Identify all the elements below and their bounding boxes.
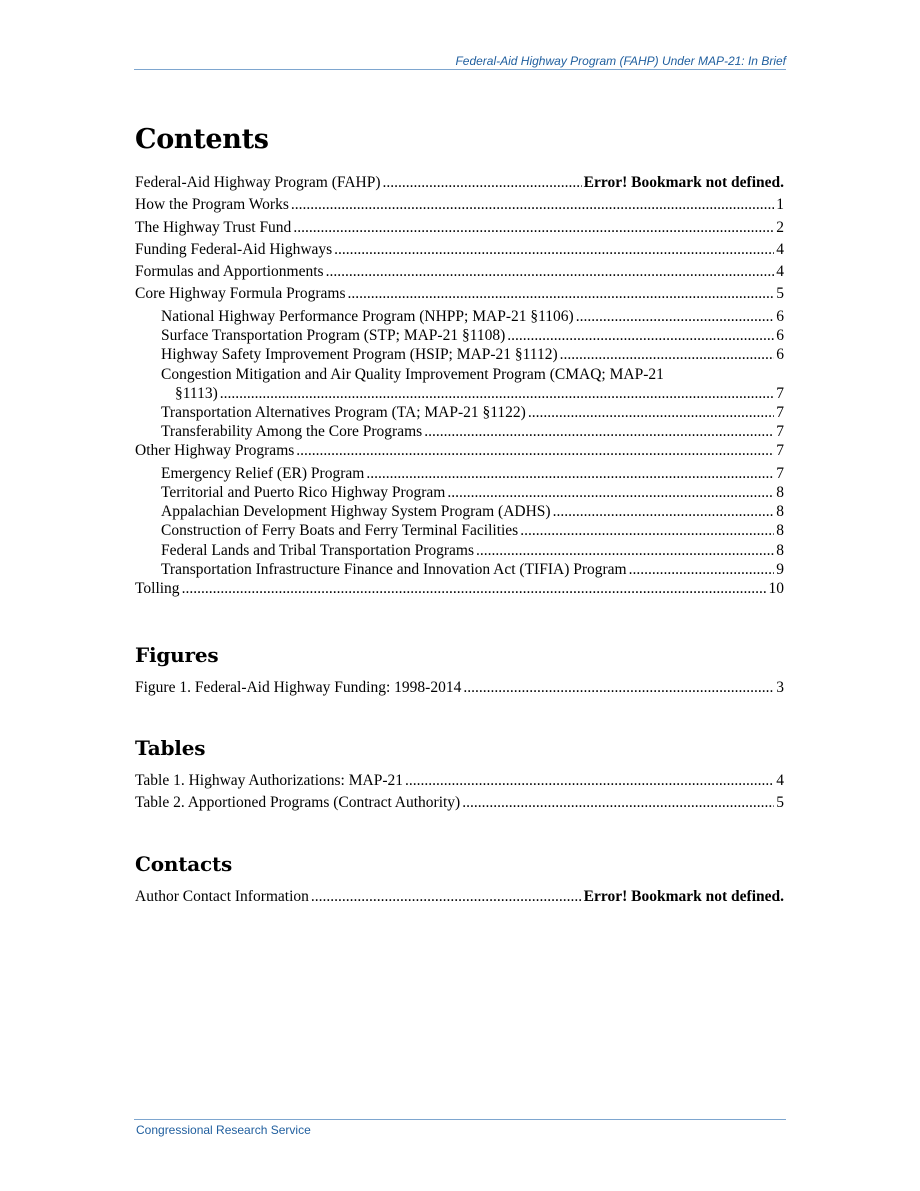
contents-toc: [135, 173, 784, 602]
toc-entry-page: 7: [776, 422, 784, 440]
toc-leader: [560, 345, 775, 364]
toc-entry[interactable]: [135, 218, 784, 240]
toc-leader: [326, 262, 775, 281]
toc-entry-label: Federal-Aid Highway Program (FAHP): [135, 174, 381, 191]
toc-subentry[interactable]: [135, 326, 784, 345]
toc-entry-page: 7: [776, 403, 784, 421]
footer-org: Congressional Research Service: [136, 1123, 311, 1137]
toc-leader: [348, 284, 775, 303]
toc-entry-label: National Highway Performance Program (NHPP; MAP-21 §1106): [161, 307, 574, 325]
toc-entry[interactable]: [135, 173, 784, 195]
toc-leader: [405, 771, 774, 790]
toc-entry-page: Error! Bookmark not defined.: [583, 888, 784, 905]
toc-entry-page: 9: [776, 561, 784, 579]
contacts-heading: Contacts: [135, 852, 233, 876]
figure-entry[interactable]: [135, 678, 784, 700]
toc-leader: [220, 384, 774, 403]
toc-leader: [291, 195, 774, 214]
tables-heading: Tables: [135, 736, 206, 760]
toc-entry-label: How the Program Works: [135, 196, 289, 214]
toc-entry-page: 3: [776, 679, 784, 696]
toc-entry-label: Table 1. Highway Authorizations: MAP-21: [135, 772, 403, 789]
toc-entry-label: Tolling: [135, 580, 180, 598]
toc-leader: [296, 441, 774, 460]
toc-leader: [383, 173, 582, 192]
toc-entry-page: 5: [776, 794, 784, 812]
toc-entry-page: 7: [776, 464, 784, 482]
toc-subentry[interactable]: [135, 403, 784, 422]
toc-entry-page: 6: [776, 346, 784, 364]
toc-leader: [476, 541, 774, 560]
toc-subentry[interactable]: [135, 345, 784, 364]
toc-leader: [629, 560, 775, 579]
toc-entry-label: Surface Transportation Program (STP; MAP-21 §1108): [161, 327, 506, 345]
toc-leader: [463, 678, 774, 697]
toc-subentry[interactable]: [135, 464, 784, 483]
toc-leader: [507, 326, 774, 345]
table-entry[interactable]: [135, 771, 784, 793]
toc-subentry[interactable]: [135, 560, 784, 579]
toc-entry-label: Table 2. Apportioned Programs (Contract Authority): [135, 794, 461, 812]
toc-subentry[interactable]: [135, 521, 784, 540]
toc-entry-label: Other Highway Programs: [135, 442, 295, 460]
toc-entry-page: 2: [776, 218, 784, 236]
toc-entry-page: 10: [768, 580, 784, 598]
toc-entry-label: Territorial and Puerto Rico Highway Program: [161, 483, 446, 501]
toc-entry[interactable]: [135, 240, 784, 262]
toc-leader: [447, 483, 774, 502]
figures-heading: Figures: [135, 643, 219, 667]
toc-entry-page: 1: [776, 196, 784, 214]
header-rule: [134, 69, 786, 70]
toc-entry-page: 4: [776, 240, 784, 258]
toc-entry-page: 4: [776, 772, 784, 789]
tables-list: [135, 771, 784, 816]
figures-list: [135, 678, 784, 700]
toc-entry-page: Error! Bookmark not defined.: [583, 174, 784, 191]
table-entry[interactable]: [135, 793, 784, 815]
toc-entry-label: Funding Federal-Aid Highways: [135, 240, 333, 258]
toc-leader: [182, 579, 767, 598]
toc-entry-page: 4: [776, 263, 784, 281]
toc-entry-label: Congestion Mitigation and Air Quality Improvement Program (CMAQ; MAP-21: [161, 365, 664, 383]
toc-leader: [311, 887, 582, 906]
toc-subentry[interactable]: [135, 541, 784, 560]
toc-entry-page: 5: [776, 285, 784, 303]
toc-entry-page: 6: [776, 327, 784, 345]
contact-entry[interactable]: [135, 887, 784, 909]
toc-entry-label: Figure 1. Federal-Aid Highway Funding: 1998-2014: [135, 679, 462, 696]
toc-entry-label: Core Highway Formula Programs: [135, 285, 346, 303]
toc-leader: [424, 422, 774, 441]
toc-entry-label-cont: §1113): [175, 384, 218, 402]
toc-entry-label: Transportation Alternatives Program (TA; MAP-21 §1122): [161, 403, 526, 421]
toc-entry-page: 8: [776, 541, 784, 559]
toc-entry-page: 8: [776, 483, 784, 501]
toc-leader: [528, 403, 774, 422]
toc-entry-label: The Highway Trust Fund: [135, 218, 292, 236]
toc-entry-page: 7: [776, 384, 784, 402]
toc-leader: [334, 240, 774, 259]
toc-entry-label: Construction of Ferry Boats and Ferry Terminal Facilities: [161, 522, 519, 540]
toc-subentry[interactable]: [135, 483, 784, 502]
toc-leader: [553, 502, 775, 521]
footer-rule: [134, 1119, 786, 1120]
toc-entry-label: Author Contact Information: [135, 888, 309, 905]
toc-entry[interactable]: [135, 262, 784, 284]
toc-leader: [576, 307, 775, 326]
toc-subentry[interactable]: [135, 422, 784, 441]
toc-leader: [520, 521, 774, 540]
toc-entry[interactable]: [135, 195, 784, 217]
toc-subentry[interactable]: [135, 307, 784, 326]
toc-entry-page: 8: [776, 522, 784, 540]
toc-subentry-continuation[interactable]: [135, 384, 784, 403]
contacts-list: [135, 887, 784, 909]
toc-entry-label: Emergency Relief (ER) Program: [161, 464, 365, 482]
toc-entry-page: 6: [776, 307, 784, 325]
running-header: Federal-Aid Highway Program (FAHP) Under MAP-21: In Brief: [455, 54, 786, 68]
toc-entry-label: Transportation Infrastructure Finance and Innovation Act (TIFIA) Program: [161, 561, 627, 579]
toc-entry-label: Federal Lands and Tribal Transportation Programs: [161, 541, 474, 559]
toc-leader: [293, 218, 774, 237]
toc-entry[interactable]: [135, 284, 784, 306]
toc-subentry-wrapped[interactable]: [135, 365, 784, 384]
toc-entry[interactable]: [135, 579, 784, 601]
toc-entry-page: 7: [776, 442, 784, 460]
toc-entry-label: Transferability Among the Core Programs: [161, 422, 423, 440]
toc-leader: [366, 464, 774, 483]
toc-entry-page: 8: [776, 503, 784, 521]
toc-entry-label: Appalachian Development Highway System Program (ADHS): [161, 503, 551, 521]
toc-leader: [462, 793, 774, 812]
contents-heading: Contents: [135, 124, 269, 155]
toc-entry-label: Highway Safety Improvement Program (HSIP; MAP-21 §1112): [161, 346, 558, 364]
toc-entry-label: Formulas and Apportionments: [135, 263, 324, 281]
toc-entry[interactable]: [135, 441, 784, 463]
toc-subentry[interactable]: [135, 502, 784, 521]
